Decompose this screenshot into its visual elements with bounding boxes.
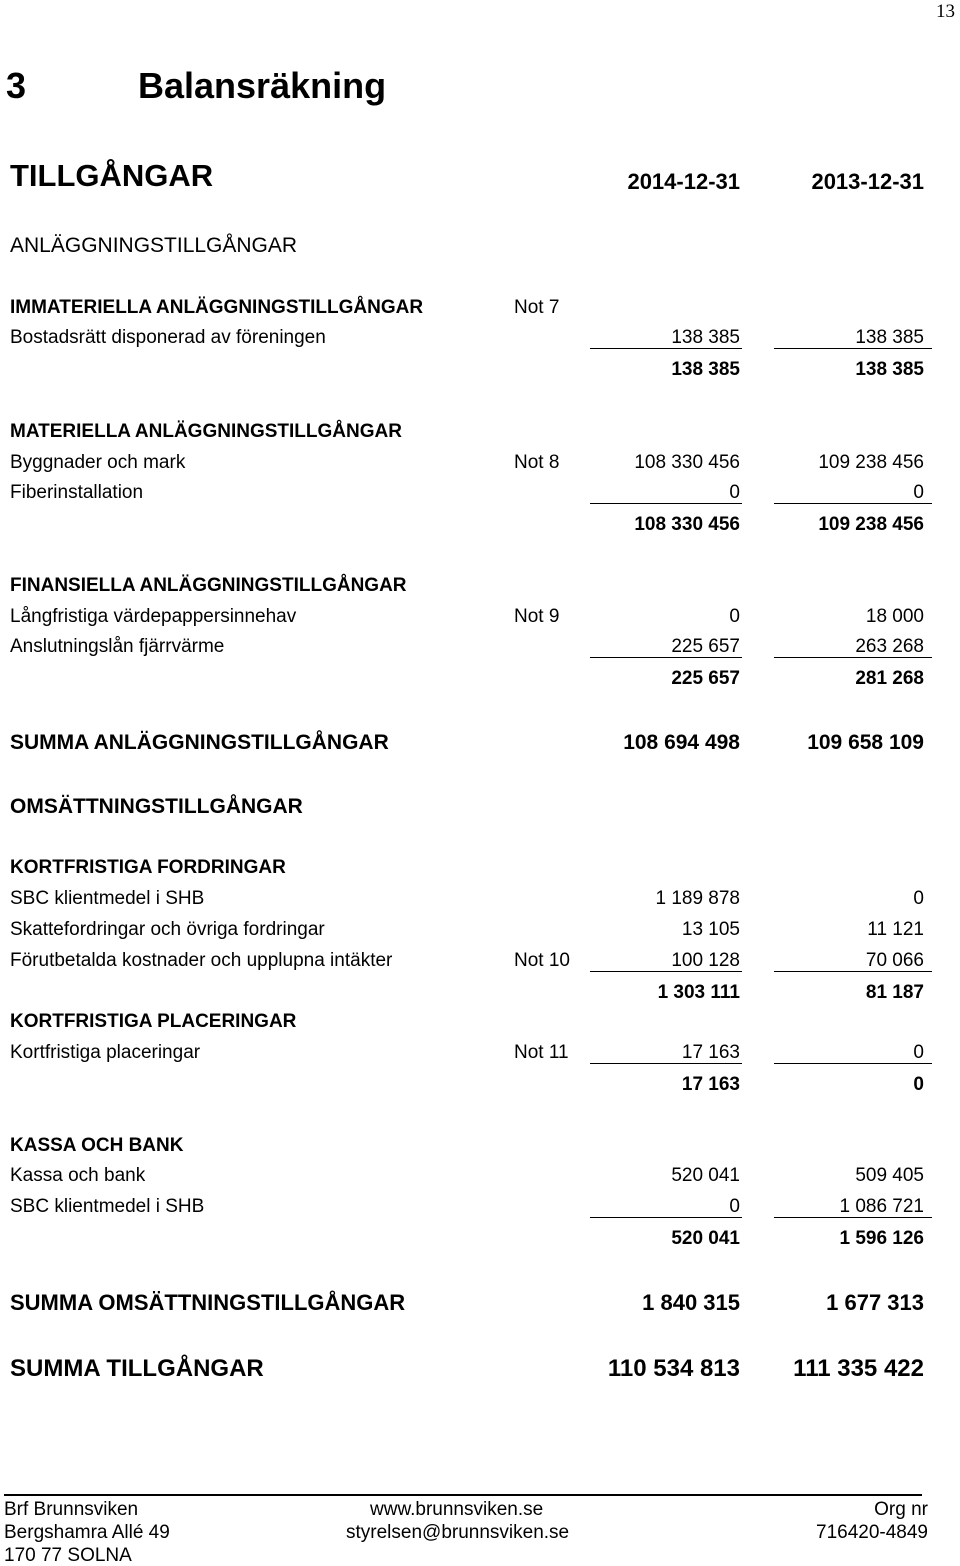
subtotal-2014: 17 163: [681, 1074, 740, 1095]
assets-heading: TILLGÅNGAR: [10, 158, 214, 193]
subtotal-2014: 108 330 456: [634, 514, 740, 535]
subtotal-rule: [590, 1217, 742, 1218]
total-fixed-assets-2014: 108 694 498: [623, 731, 740, 754]
total-fixed-assets-label: SUMMA ANLÄGGNINGSTILLGÅNGAR: [10, 731, 389, 754]
subtotal-rule: [590, 503, 742, 504]
current-assets-heading: OMSÄTTNINGSTILLGÅNGAR: [10, 795, 303, 818]
row-label: Bostadsrätt disponerad av föreningen: [10, 327, 326, 348]
row-label: Kassa och bank: [10, 1165, 146, 1186]
row-label: Skattefordringar och övriga fordringar: [10, 919, 325, 940]
intangible-heading: IMMATERIELLA ANLÄGGNINGSTILLGÅNGAR: [10, 297, 424, 318]
investments-heading: KORTFRISTIGA PLACERINGAR: [10, 1011, 297, 1032]
financial-heading: FINANSIELLA ANLÄGGNINGSTILLGÅNGAR: [10, 575, 407, 596]
value-2013: 0: [913, 1042, 924, 1063]
value-2013: 263 268: [855, 636, 924, 657]
cash-heading: KASSA OCH BANK: [10, 1135, 184, 1156]
row-label: Kortfristiga placeringar: [10, 1042, 201, 1063]
footer-orgnr-label: Org nr: [874, 1499, 928, 1520]
note-ref: Not 9: [514, 606, 560, 627]
total-assets-label: SUMMA TILLGÅNGAR: [10, 1355, 264, 1382]
value-2013: 509 405: [855, 1165, 924, 1186]
footer-email: styrelsen@brunnsviken.se: [346, 1522, 570, 1543]
note-ref: Not 8: [514, 452, 560, 473]
note-ref: Not 7: [514, 297, 560, 318]
value-2013: 138 385: [855, 327, 924, 348]
subtotal-2013: 138 385: [855, 359, 924, 380]
subtotal-rule: [774, 657, 932, 658]
value-2014: 138 385: [671, 327, 740, 348]
value-2013: 0: [913, 888, 924, 909]
footer-address: Bergshamra Allé 49: [4, 1522, 170, 1543]
page-title: Balansräkning: [138, 65, 387, 106]
subtotal-rule: [590, 971, 742, 972]
subtotal-rule: [774, 1063, 932, 1064]
subtotal-rule: [774, 503, 932, 504]
total-current-assets-2014: 1 840 315: [642, 1290, 740, 1315]
subtotal-2014: 520 041: [671, 1228, 740, 1249]
note-ref: Not 11: [514, 1042, 569, 1063]
subtotal-rule: [590, 348, 742, 349]
subtotal-2013: 0: [913, 1074, 924, 1095]
row-label: Fiberinstallation: [10, 482, 144, 503]
subtotal-2013: 1 596 126: [839, 1228, 924, 1249]
subtotal-2013: 281 268: [855, 668, 924, 689]
value-2013: 70 066: [865, 950, 924, 971]
footer-org-name: Brf Brunnsviken: [4, 1499, 139, 1520]
subtotal-2013: 81 187: [865, 982, 924, 1003]
value-2014: 520 041: [671, 1165, 740, 1186]
row-label: SBC klientmedel i SHB: [10, 888, 205, 909]
total-current-assets-2013: 1 677 313: [826, 1290, 924, 1315]
row-label: SBC klientmedel i SHB: [10, 1196, 205, 1217]
subtotal-rule: [590, 1063, 742, 1064]
value-2014: 108 330 456: [634, 452, 740, 473]
value-2014: 225 657: [671, 636, 740, 657]
value-2013: 11 121: [867, 919, 924, 940]
total-assets-2013: 111 335 422: [793, 1355, 924, 1382]
value-2014: 0: [729, 1196, 740, 1217]
value-2014: 1 189 878: [655, 888, 740, 909]
footer-postal: 170 77 SOLNA: [4, 1545, 132, 1566]
fixed-assets-heading: ANLÄGGNINGSTILLGÅNGAR: [10, 234, 298, 257]
receivables-heading: KORTFRISTIGA FORDRINGAR: [10, 857, 286, 878]
value-2014: 17 163: [681, 1042, 740, 1063]
row-label: Byggnader och mark: [10, 452, 186, 473]
value-2013: 109 238 456: [818, 452, 924, 473]
subtotal-2014: 138 385: [671, 359, 740, 380]
value-2014: 0: [729, 482, 740, 503]
column-header-2013: 2013-12-31: [811, 169, 924, 194]
subtotal-rule: [774, 1217, 932, 1218]
subtotal-rule: [590, 657, 742, 658]
column-header-2014: 2014-12-31: [627, 169, 740, 194]
value-2013: 18 000: [865, 606, 924, 627]
page-number: 13: [936, 1, 955, 22]
subtotal-2013: 109 238 456: [818, 514, 924, 535]
footer-website: www.brunnsviken.se: [370, 1499, 544, 1520]
note-ref: Not 10: [514, 950, 570, 971]
section-number: 3: [6, 65, 27, 106]
tangible-heading: MATERIELLA ANLÄGGNINGSTILLGÅNGAR: [10, 421, 402, 442]
row-label: Långfristiga värdepappersinnehav: [10, 606, 297, 627]
row-label: Förutbetalda kostnader och upplupna intäkter: [10, 950, 393, 971]
value-2013: 1 086 721: [839, 1196, 924, 1217]
value-2014: 100 128: [671, 950, 740, 971]
total-assets-2014: 110 534 813: [607, 1355, 740, 1382]
subtotal-rule: [774, 971, 932, 972]
subtotal-rule: [774, 348, 932, 349]
total-current-assets-label: SUMMA OMSÄTTNINGSTILLGÅNGAR: [10, 1290, 406, 1315]
footer-rule: [4, 1494, 922, 1496]
subtotal-2014: 225 657: [671, 668, 740, 689]
row-label: Anslutningslån fjärrvärme: [10, 636, 225, 657]
value-2014: 13 105: [681, 919, 740, 940]
footer-orgnr: 716420-4849: [816, 1522, 928, 1543]
subtotal-2014: 1 303 111: [657, 982, 740, 1003]
total-fixed-assets-2013: 109 658 109: [807, 731, 924, 754]
value-2013: 0: [913, 482, 924, 503]
value-2014: 0: [729, 606, 740, 627]
